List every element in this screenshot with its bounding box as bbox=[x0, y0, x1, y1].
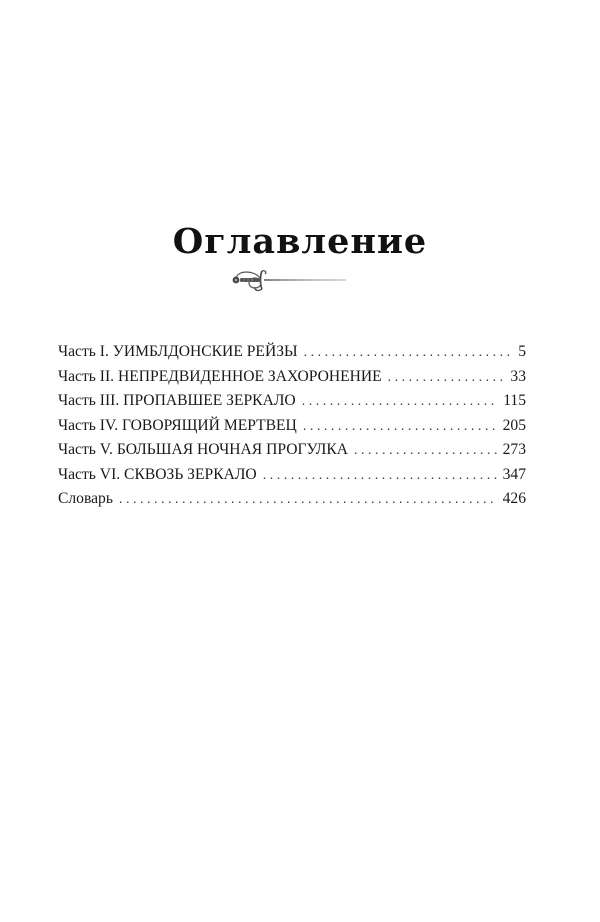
page-title: Оглавление bbox=[172, 221, 428, 262]
toc-entry-part-4[interactable] bbox=[58, 414, 526, 439]
dot-leader bbox=[388, 366, 505, 391]
toc-entry-title: Часть VI. СКВОЗЬ ЗЕРКАЛО bbox=[58, 465, 257, 483]
dot-leader bbox=[303, 415, 497, 440]
toc-entry-glossary[interactable] bbox=[58, 487, 526, 512]
toc-page-number: 115 bbox=[503, 392, 526, 409]
dot-leader bbox=[119, 488, 497, 513]
toc-entry-title: Часть I. УИМБЛДОНСКИЕ РЕЙЗЫ bbox=[58, 343, 298, 360]
toc-entry-title: Часть II. НЕПРЕДВИДЕННОЕ ЗАХОРОНЕНИЕ bbox=[58, 367, 382, 385]
dot-leader bbox=[302, 390, 498, 415]
toc-entry-title: Часть IV. ГОВОРЯЩИЙ МЕРТВЕЦ bbox=[58, 416, 297, 434]
toc-page-number: 426 bbox=[502, 490, 526, 507]
dot-leader bbox=[263, 464, 497, 489]
toc-entry-part-2[interactable] bbox=[58, 365, 526, 390]
toc-entry-part-3[interactable] bbox=[58, 389, 526, 414]
toc-entry-part-6[interactable] bbox=[58, 463, 526, 488]
toc-page-number: 5 bbox=[518, 343, 526, 360]
toc-page-number: 347 bbox=[502, 465, 526, 483]
toc-entry-part-1[interactable] bbox=[58, 340, 526, 365]
toc-page-number: 33 bbox=[510, 367, 526, 385]
sword-icon bbox=[224, 266, 350, 294]
toc-page-number: 273 bbox=[502, 441, 526, 458]
toc-entry-title: Словарь bbox=[58, 490, 113, 507]
toc-entry-part-5[interactable] bbox=[58, 438, 526, 463]
dot-leader bbox=[354, 439, 497, 464]
toc-entry-title: Часть III. ПРОПАВШЕЕ ЗЕРКАЛО bbox=[58, 392, 296, 409]
toc-entry-title: Часть V. БОЛЬШАЯ НОЧНАЯ ПРОГУЛКА bbox=[58, 441, 349, 458]
dot-leader bbox=[304, 341, 513, 366]
toc-page-number: 205 bbox=[502, 416, 526, 434]
table-of-contents bbox=[58, 340, 526, 512]
